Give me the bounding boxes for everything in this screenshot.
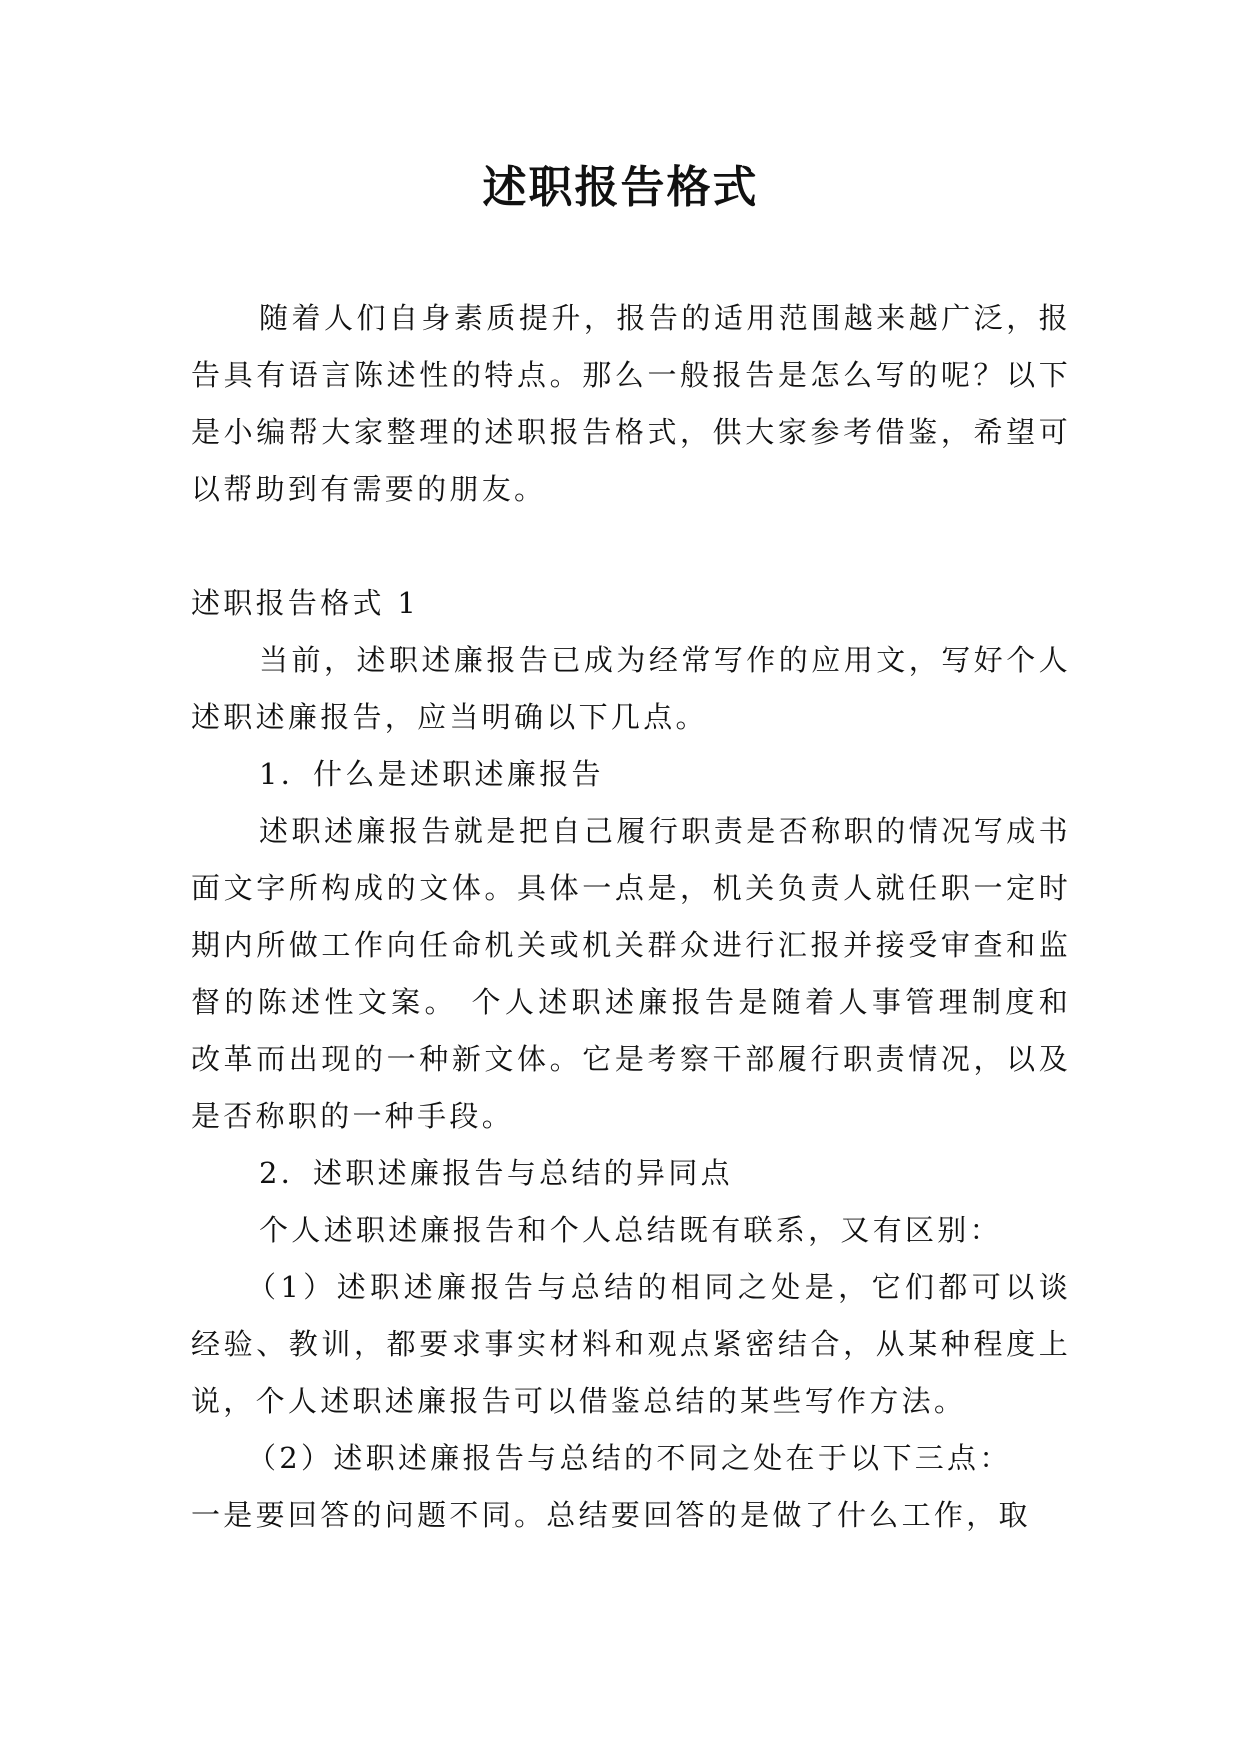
section-heading: 述职报告格式 1: [191, 586, 420, 620]
paragraph: 述职述廉报告就是把自己履行职责是否称职的情况写成书面文字所构成的文体。具体一点是，机关负责人就任职一定时期内所做工作向任命机关或机关群众进行汇报并接受审查和监督的陈述性文案。 个人述职述廉报告是随着人事管理制度和改革而出现的一种新文体。它是考察干部履行职责情况，以及是否称职的一种手段。: [191, 814, 1071, 1133]
subheading-2: 2．述职述廉报告与总结的异同点: [259, 1156, 733, 1190]
paragraph: 一是要回答的问题不同。总结要回答的是做了什么工作，取: [191, 1498, 1031, 1532]
list-item: （2）述职述廉报告与总结的不同之处在于以下三点：: [247, 1441, 1012, 1475]
intro-paragraph: 随着人们自身素质提升，报告的适用范围越来越广泛，报告具有语言陈述性的特点。那么一般报告是怎么写的呢？以下是小编帮大家整理的述职报告格式，供大家参考借鉴，希望可以帮助到有需要的朋友。: [191, 301, 1071, 506]
paragraph: 个人述职述廉报告和个人总结既有联系，又有区别：: [259, 1213, 1002, 1247]
document-title: 述职报告格式: [482, 162, 759, 213]
list-item: （1）述职述廉报告与总结的相同之处是，它们都可以谈经验、教训，都要求事实材料和观点紧密结合，从某种程度上说，个人述职述廉报告可以借鉴总结的某些写作方法。: [191, 1270, 1071, 1418]
paragraph: 当前，述职述廉报告已成为经常写作的应用文，写好个人述职述廉报告，应当明确以下几点。: [191, 643, 1071, 734]
subheading-1: 1．什么是述职述廉报告: [259, 757, 604, 791]
document-body: [191, 290, 1071, 1544]
spacer: [191, 518, 1071, 575]
